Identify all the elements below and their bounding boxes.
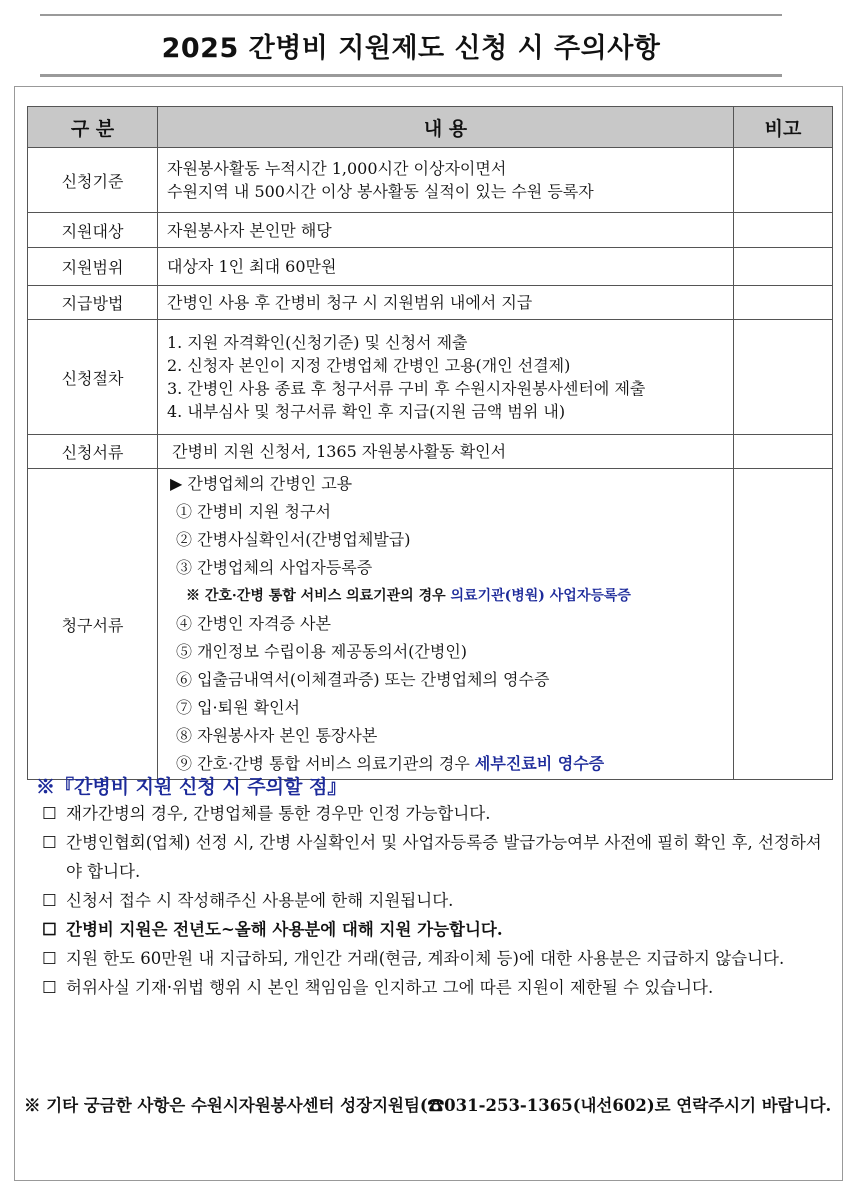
content-line: 대상자 1인 최대 60만원 [158,248,734,286]
subnote-highlight: 의료기관(병원) 사업자등록증 [450,588,631,604]
content-line: 자원봉사자 본인만 해당 [158,213,734,248]
caution-item: ☐ 간병인협회(업체) 선정 시, 간병 사실확인서 및 사업자등록증 발급가능여부 사전에 필히 확인 후, 선정하셔야 합니다. [36,828,836,886]
content-line: 간병인 사용 후 간병비 청구 시 지원범위 내에서 지급 [158,286,734,320]
claim-subnote [170,582,732,610]
row-remarks [734,148,833,213]
checkbox-icon: ☐ [42,949,57,968]
caution-item: ☐ 지원 한도 60만원 내 지급하되, 개인간 거래(현금, 계좌이체 등)에 대한 사용분은 지급하지 않습니다. [36,944,836,973]
claim-item: ⑤ 개인정보 수립이용 제공동의서(간병인) [176,642,468,661]
claim-item: ⑧ 자원봉사자 본인 통장사본 [176,726,378,745]
last-highlight: 세부진료비 영수증 [474,754,605,773]
caution-section [36,772,836,1002]
content-line: 1. 지원 자격확인(신청기준) 및 신청서 제출 [167,333,468,352]
subnote-prefix: ※ 간호·간병 통합 서비스 의료기관의 경우 [186,588,451,604]
claim-item: ⑥ 입출금내역서(이체결과증) 또는 간병업체의 영수증 [176,670,550,689]
header-remarks: 비고 [734,107,833,148]
table-header-row [28,107,833,148]
row-category: 신청서류 [28,435,158,469]
row-remarks [734,435,833,469]
claim-item: ③ 간병업체의 사업자등록증 [176,558,373,577]
checkbox-icon: ☐ [42,833,57,852]
row-category: 지원범위 [28,248,158,286]
row-remarks [734,320,833,435]
row-remarks [734,248,833,286]
content-line: 2. 신청자 본인이 지정 간병업체 간병인 고용(개인 선결제) [167,356,571,375]
caution-item: ☐ 재가간병의 경우, 간병업체를 통한 경우만 인정 가능합니다. [36,799,836,828]
row-remarks [734,286,833,320]
row-content [158,320,734,435]
title-bar [40,14,782,77]
checkbox-icon: ☐ [42,804,57,823]
content-line: 4. 내부심사 및 청구서류 확인 후 지급(지원 금액 범위 내) [167,402,566,421]
last-prefix: ⑨ 간호·간병 통합 서비스 의료기관의 경우 [176,754,475,773]
row-remarks [734,213,833,248]
checkbox-icon: ☐ [42,978,57,997]
content-line: 간병비 지원 신청서, 1365 자원봉사활동 확인서 [158,435,734,469]
content-line: 수원지역 내 500시간 이상 봉사활동 실적이 있는 수원 등록자 [167,182,594,201]
claim-item: ① 간병비 지원 청구서 [176,502,331,521]
row-category: 청구서류 [28,469,158,780]
table-row [28,435,833,469]
row-category: 지원대상 [28,213,158,248]
row-remarks [734,469,833,780]
claim-heading: ▶ 간병업체의 간병인 고용 [170,474,353,493]
header-content: 내 용 [158,107,734,148]
claim-content [158,469,734,780]
table-row [28,148,833,213]
contact-footer: ※ 기타 궁금한 사항은 수원시자원봉사센터 성장지원팀(☎031-253-1365(내선602)로 연락주시기 바랍니다. [24,1096,832,1115]
claim-item: ④ 간병인 자격증 사본 [176,614,331,633]
content-line: 3. 간병인 사용 종료 후 청구서류 구비 후 수원시자원봉사센터에 제출 [167,379,646,398]
table-row-claim [28,469,833,780]
content-line: 자원봉사활동 누적시간 1,000시간 이상자이면서 [167,159,507,178]
row-category: 지급방법 [28,286,158,320]
row-content [158,148,734,213]
page-title: 2025 간병비 지원제도 신청 시 주의사항 [161,33,661,64]
header-category: 구 분 [28,107,158,148]
checkbox-icon: ☐ [42,920,57,939]
table-row [28,213,833,248]
caution-item: ☐ 신청서 접수 시 작성해주신 사용분에 한해 지원됩니다. [36,886,836,915]
info-table [27,106,833,780]
caution-title: ※『간병비 지원 신청 시 주의할 점』 [36,776,347,798]
table-row [28,286,833,320]
row-category: 신청절차 [28,320,158,435]
claim-item: ② 간병사실확인서(간병업체발급) [176,530,411,549]
table-row [28,320,833,435]
caution-item-bold: ☐ 간병비 지원은 전년도~올해 사용분에 대해 지원 가능합니다. [36,915,836,944]
claim-item: ⑦ 입·퇴원 확인서 [176,698,300,717]
row-category: 신청기준 [28,148,158,213]
checkbox-icon: ☐ [42,891,57,910]
caution-item: ☐ 허위사실 기재·위법 행위 시 본인 책임임을 인지하고 그에 따른 지원이 제한될 수 있습니다. [36,973,836,1002]
table-row [28,248,833,286]
